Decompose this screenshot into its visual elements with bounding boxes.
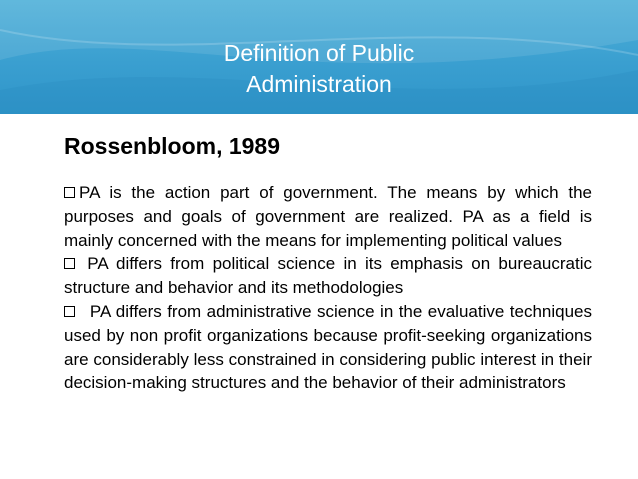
bullet-list <box>64 181 592 395</box>
bullet-item <box>64 252 592 300</box>
bullet-text: PA differs from administrative science in the evaluative techniques used by non profit organizations because profit-seeking organizations are considerably less constrained in considering public interest in their decision-making structures and the behavior of their administrators <box>64 301 592 393</box>
bullet-item <box>64 300 592 395</box>
header-band <box>0 0 638 114</box>
slide-title <box>0 38 638 100</box>
title-line-1: Definition of Public <box>223 40 415 66</box>
bullet-text: PA differs from political science in its emphasis on bureaucratic structure and behavior and its methodologies <box>64 254 592 298</box>
checkbox-bullet-icon <box>64 258 75 269</box>
title-line-2: Administration <box>246 71 392 97</box>
checkbox-bullet-icon <box>64 306 75 317</box>
bullet-item <box>64 181 592 252</box>
author-year-heading: Rossenbloom, 1989 <box>64 133 281 159</box>
bullet-text: PA is the action part of government. The means by which the purposes and goals of government are realized. PA as a field is mainly concerned with the means for implementing political values <box>64 183 592 250</box>
checkbox-bullet-icon <box>64 187 75 198</box>
